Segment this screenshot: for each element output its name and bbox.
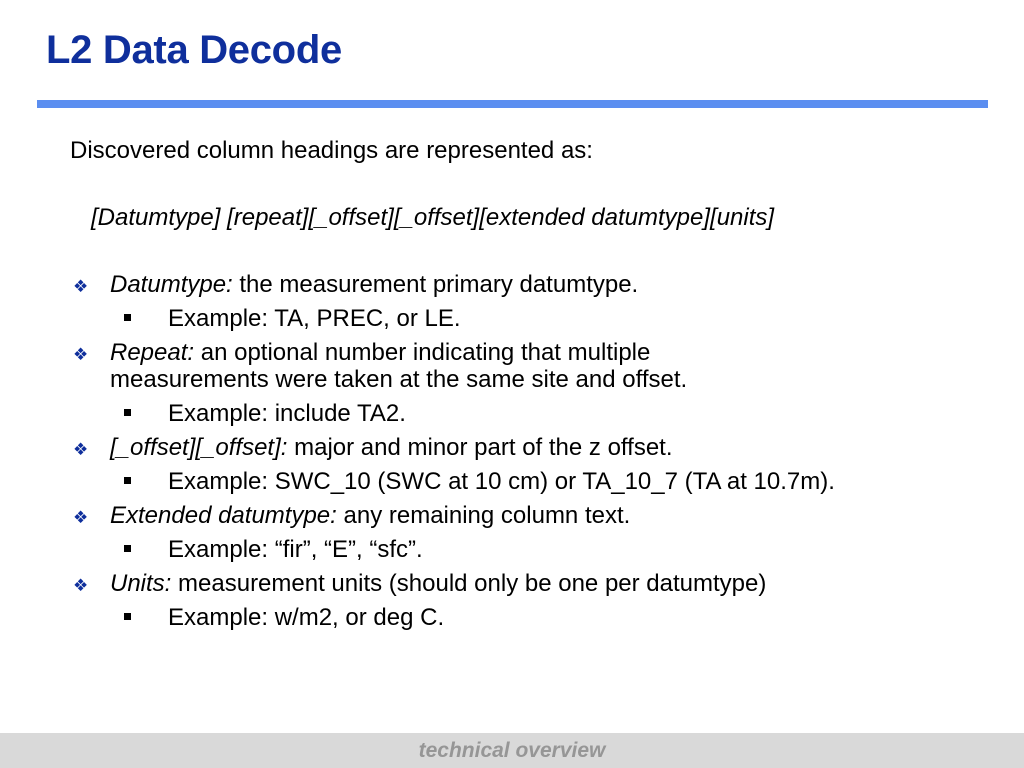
sub-bullet-datumtype [0,305,868,332]
bullet-extended-datumtype [0,502,810,529]
bullet-units [0,570,810,597]
sub-bullet-text: Example: w/m2, or deg C. [168,604,445,631]
four-diamond-bullet-icon: ❖ [73,345,89,364]
four-diamond-bullet-icon: ❖ [73,440,89,459]
bullet-offset [0,434,810,461]
sub-bullet-text: Example: SWC_10 (SWC at 10 cm) or TA_10_7 (TA at 10.7m). [168,468,835,495]
sub-bullet-units [0,604,868,631]
bullet-text: measurement units (should only be one per datumtype) [171,570,767,597]
intro-text: Discovered column headings are represented as: [70,137,593,164]
square-bullet-icon [124,409,131,416]
sub-bullet-text: Example: TA, PREC, or LE. [168,305,461,332]
heading-format: [Datumtype] [repeat][_offset][_offset][extended datumtype][units] [91,204,775,231]
bullet-term: Extended datumtype: [110,502,337,529]
bullet-text: any remaining column text. [336,502,631,529]
title-divider [37,100,988,108]
sub-bullet-offset [0,468,868,495]
bullet-list [0,271,1024,638]
bullet-text: an optional number indicating that multiple measurements were taken at the same site and offset. [110,339,688,393]
bullet-term: Datumtype: [110,271,233,298]
slide-title: L2 Data Decode [46,28,342,72]
four-diamond-bullet-icon: ❖ [73,508,89,527]
four-diamond-bullet-icon: ❖ [73,576,89,595]
sub-bullet-text: Example: “fir”, “E”, “sfc”. [168,536,423,563]
bullet-term: Units: [110,570,172,597]
bullet-term: Repeat: [110,339,195,366]
bullet-term: [_offset][_offset]: [110,434,288,461]
bullet-datumtype [0,271,810,298]
square-bullet-icon [124,314,131,321]
sub-bullet-text: Example: include TA2. [168,400,406,427]
square-bullet-icon [124,477,131,484]
square-bullet-icon [124,613,131,620]
footer-bar [0,733,1024,768]
bullet-repeat [0,339,810,393]
footer-text: technical overview [418,739,606,762]
four-diamond-bullet-icon: ❖ [73,277,89,296]
bullet-text: major and minor part of the z offset. [287,434,673,461]
bullet-text: the measurement primary datumtype. [232,271,639,298]
square-bullet-icon [124,545,131,552]
sub-bullet-repeat [0,400,868,427]
sub-bullet-extended-datumtype [0,536,868,563]
